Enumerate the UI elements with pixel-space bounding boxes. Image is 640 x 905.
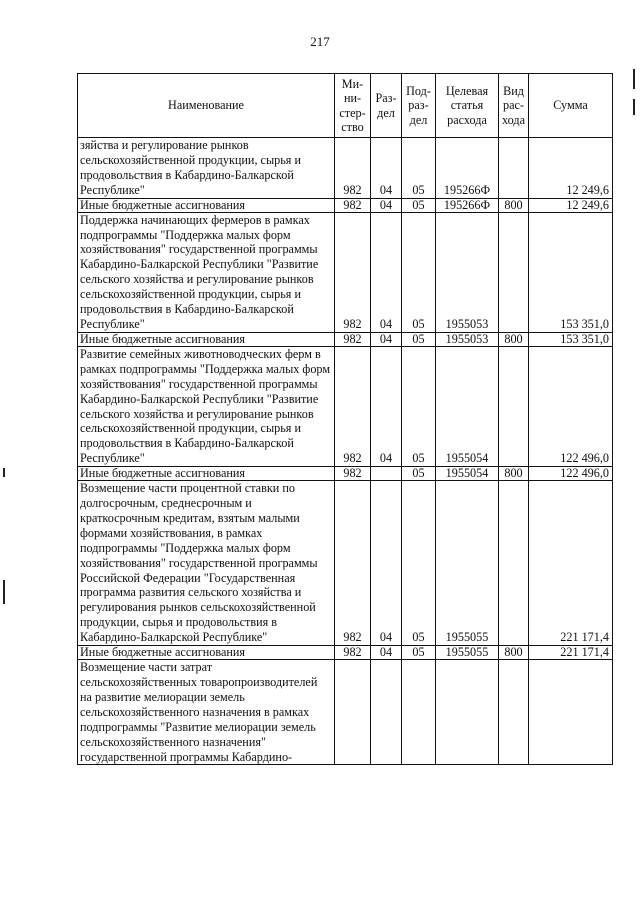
cell-name: Возмещение части процентной ставки по долгосрочным, среднесрочным и краткосрочным кредитам, взятым малыми формами хозяйствования, в рамках подпрограммы "Поддержка малых форм хозяйствования" государственной программы Российской Федерации "Государственная программа развития сельского хозяйства и регулирования рынков сельскохозяйственной продукции, сырья и продовольствия в Кабардино-Балкарской Республике" [78,481,335,646]
cell-sum: 12 249,6 [529,198,613,212]
cell-type [499,212,529,332]
cell-name: Иные бюджетные ассигнования [78,467,335,481]
cell-ministry: 982 [335,646,371,660]
cell-type [499,660,529,765]
page-number: 217 [310,34,330,49]
table-row [78,198,613,212]
cell-ministry: 982 [335,481,371,646]
cell-name: Возмещение части затрат сельскохозяйственных товаропроизводителей на развитие мелиорации земель сельскохозяйственного назначения в рамках подпрограммы "Развитие мелиорации земель сельскохозяйственного назначения" государственной программы Кабардино- [78,660,335,765]
table-row [78,660,613,765]
header-sum: Сумма [529,74,613,138]
cell-sum: 153 351,0 [529,332,613,346]
header-name: Наименование [78,74,335,138]
cell-name: Иные бюджетные ассигнования [78,646,335,660]
cell-subsection: 05 [402,198,436,212]
cell-section: 04 [371,481,402,646]
scan-mark [3,468,5,477]
table-header-row [78,74,613,138]
cell-sum: 122 496,0 [529,467,613,481]
cell-ministry: 982 [335,467,371,481]
table-row [78,481,613,646]
header-target: Целевая статья расхода [436,74,499,138]
cell-target: 1955055 [436,481,499,646]
cell-type [499,481,529,646]
cell-sum: 122 496,0 [529,346,613,466]
table-row [78,346,613,466]
cell-ministry: 982 [335,198,371,212]
cell-target: 1955055 [436,646,499,660]
table-row [78,467,613,481]
cell-target: 195266Ф [436,138,499,199]
table-row [78,332,613,346]
cell-name: Иные бюджетные ассигнования [78,332,335,346]
scan-mark [633,69,635,89]
cell-section: 04 [371,332,402,346]
header-section: Раз-дел [371,74,402,138]
budget-table [77,73,613,765]
cell-target: 1955053 [436,332,499,346]
scan-mark [633,99,635,115]
header-subsection: Под-раз-дел [402,74,436,138]
cell-ministry: 982 [335,346,371,466]
cell-subsection: 05 [402,346,436,466]
cell-type: 800 [499,646,529,660]
cell-subsection: 05 [402,212,436,332]
cell-ministry: 982 [335,138,371,199]
cell-name: Поддержка начинающих фермеров в рамках подпрограммы "Поддержка малых форм хозяйствования" государственной программы Кабардино-Балкарской Республики "Развитие сельского хозяйства и регулирование рынков сельскохозяйственной продукции, сырья и продовольствия в Кабардино-Балкарской Республике" [78,212,335,332]
scan-mark [3,580,5,604]
cell-target: 195266Ф [436,198,499,212]
cell-target: 1955054 [436,346,499,466]
table-row [78,212,613,332]
cell-ministry [335,660,371,765]
header-ministry: Ми-ни-стер-ство [335,74,371,138]
cell-type [499,138,529,199]
cell-section: 04 [371,646,402,660]
table-row [78,646,613,660]
cell-subsection [402,660,436,765]
cell-subsection: 05 [402,138,436,199]
cell-target [436,660,499,765]
cell-name: Развитие семейных животноводческих ферм в рамках подпрограммы "Поддержка малых форм хозяйствования" государственной программы Кабардино-Балкарской Республики "Развитие сельского хозяйства и регулирование рынков сельскохозяйственной продукции, сырья и продовольствия в Кабардино-Балкарской Республике" [78,346,335,466]
cell-target: 1955054 [436,467,499,481]
header-type: Вид рас-хода [499,74,529,138]
cell-subsection: 05 [402,646,436,660]
cell-section: 04 [371,198,402,212]
cell-sum: 221 171,4 [529,481,613,646]
cell-sum: 153 351,0 [529,212,613,332]
cell-type: 800 [499,198,529,212]
cell-section: 04 [371,138,402,199]
cell-subsection: 05 [402,481,436,646]
cell-subsection: 05 [402,332,436,346]
cell-name: зяйства и регулирование рынков сельскохозяйственной продукции, сырья и продовольствия в Кабардино-Балкарской Республике" [78,138,335,199]
cell-target: 1955053 [436,212,499,332]
cell-section: 04 [371,346,402,466]
cell-sum [529,660,613,765]
cell-type [499,346,529,466]
cell-name: Иные бюджетные ассигнования [78,198,335,212]
cell-subsection: 05 [402,467,436,481]
cell-sum: 12 249,6 [529,138,613,199]
cell-ministry: 982 [335,212,371,332]
cell-type: 800 [499,467,529,481]
cell-section: 04 [371,212,402,332]
cell-type: 800 [499,332,529,346]
table-row [78,138,613,199]
cell-ministry: 982 [335,332,371,346]
cell-section [371,660,402,765]
cell-section [371,467,402,481]
cell-sum: 221 171,4 [529,646,613,660]
